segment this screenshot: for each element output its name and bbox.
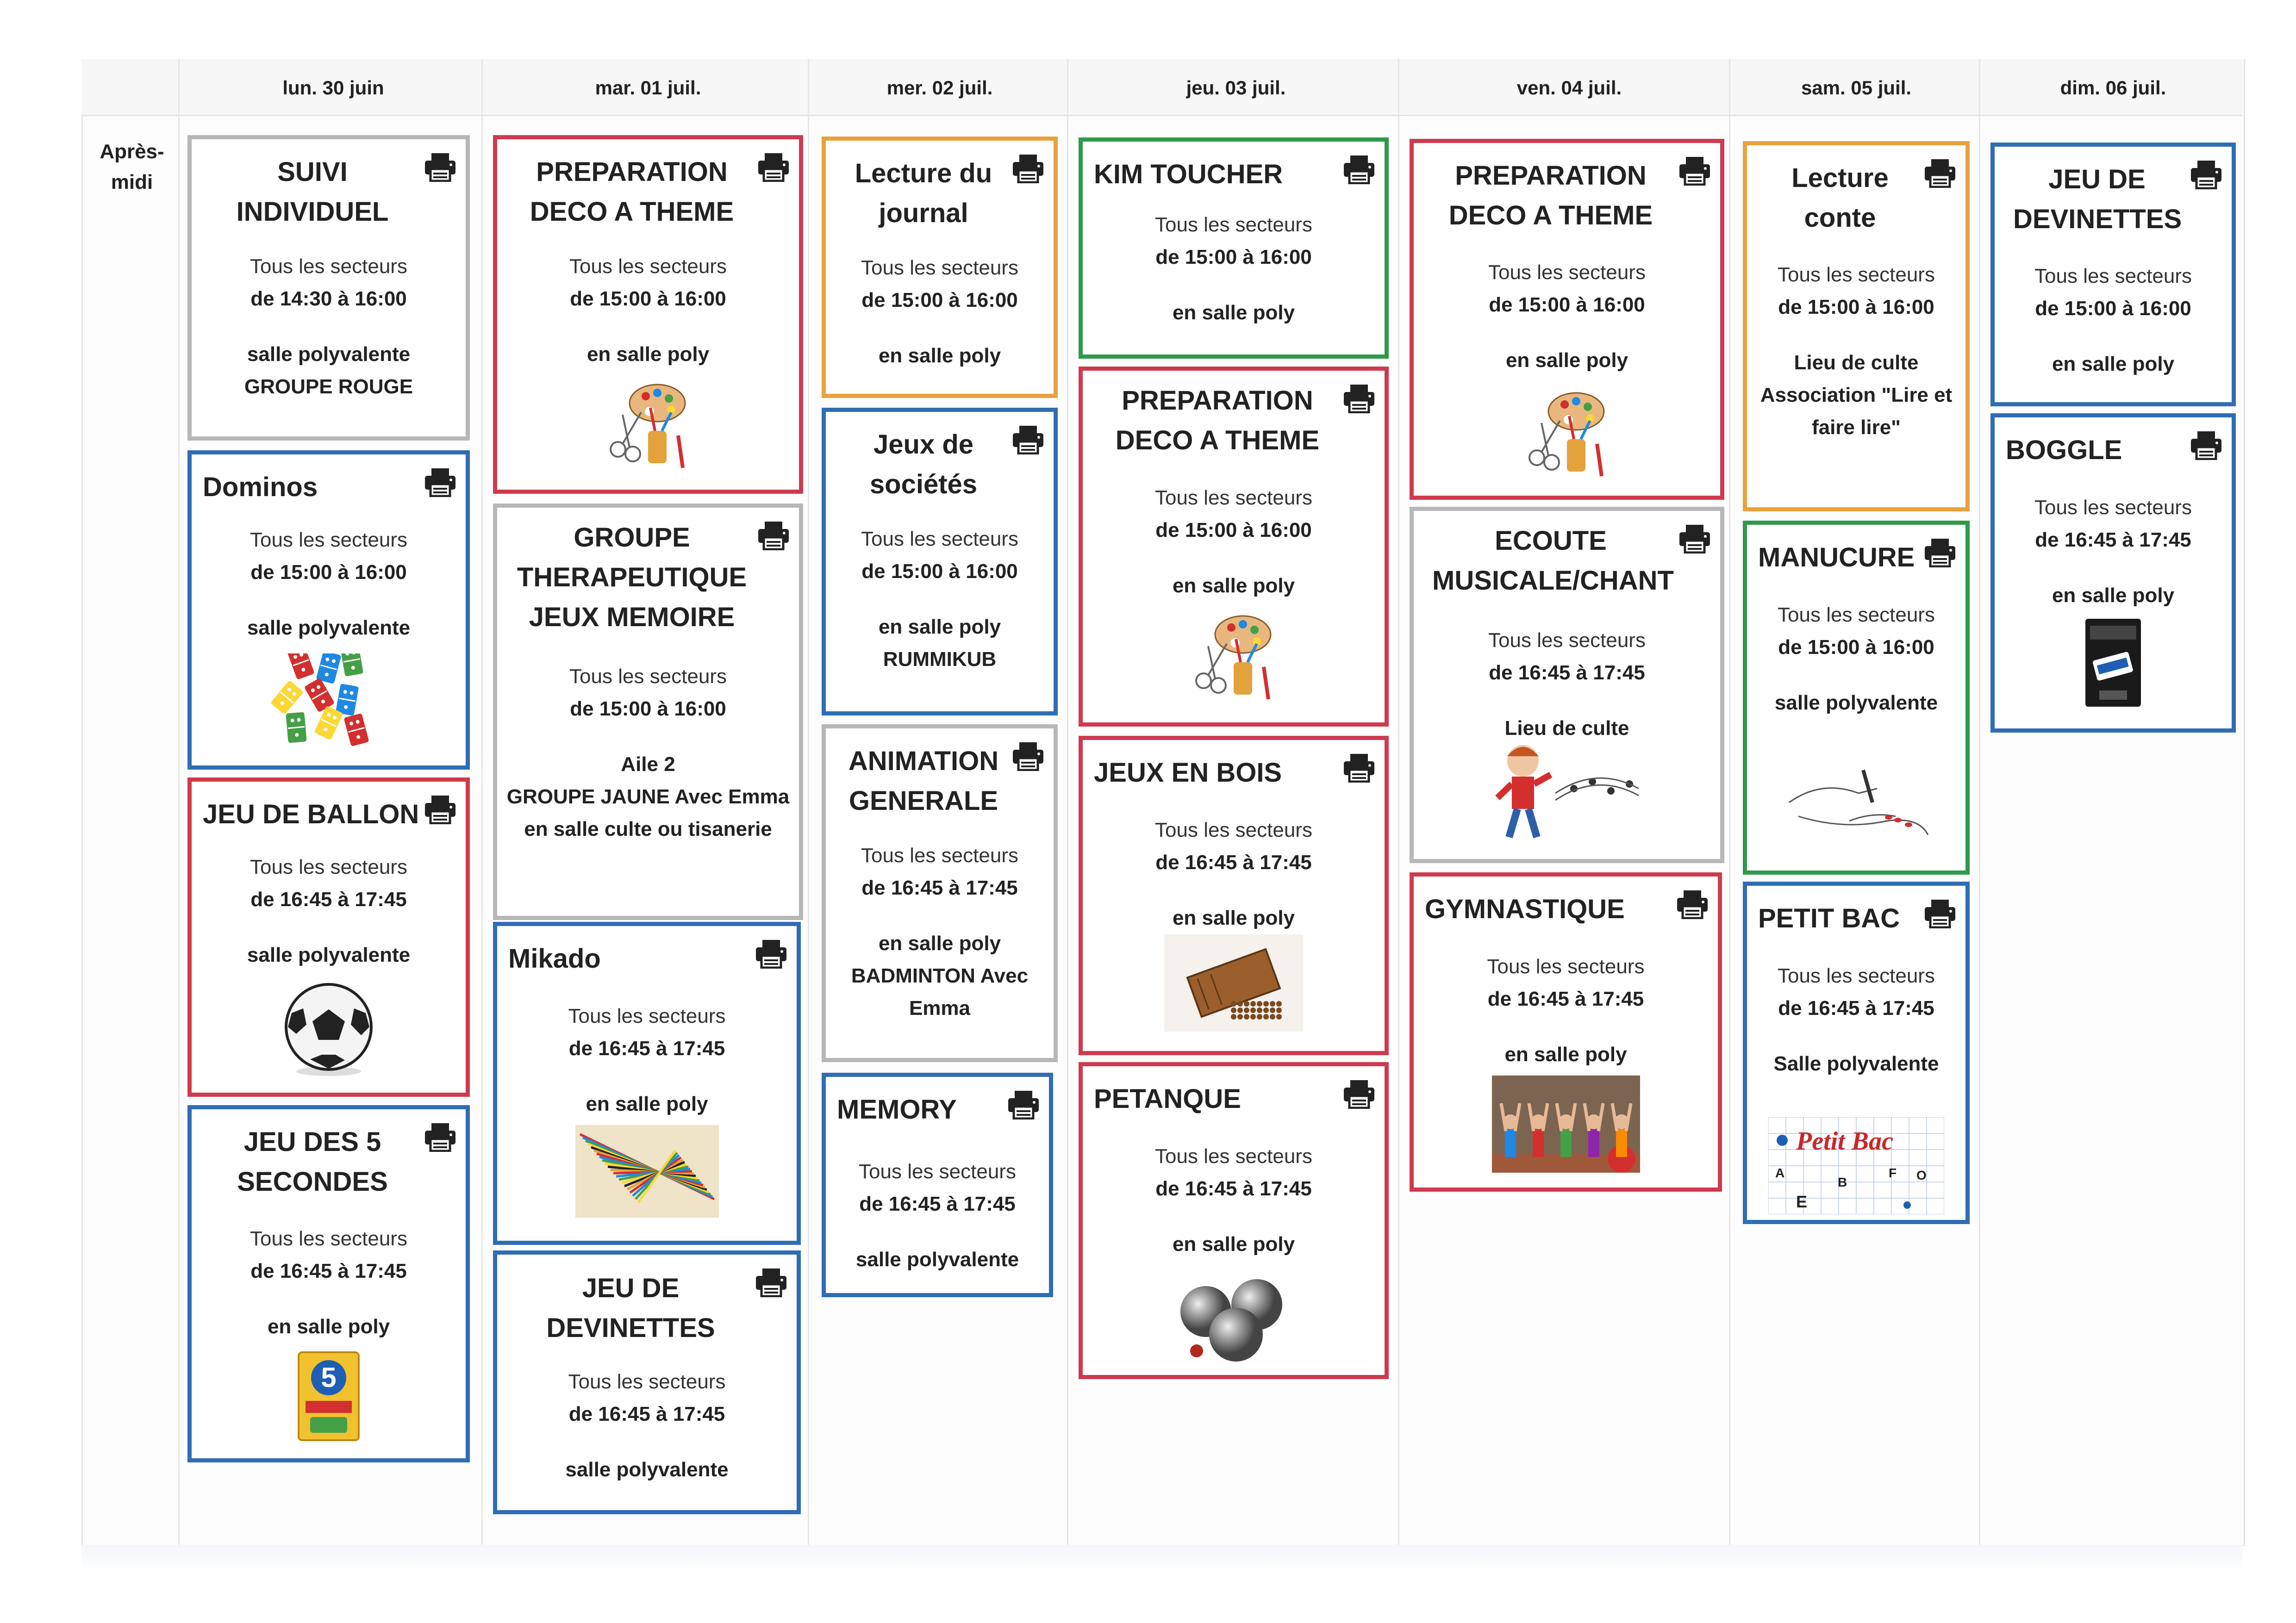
activity-title: Lecture conte [1791, 163, 1889, 233]
activity-title: SUIVI INDIVIDUEL [236, 157, 389, 227]
location-text: BADMINTON Avec Emma [851, 964, 1029, 1020]
gym-class-image [1492, 1076, 1640, 1173]
day-header-sunday: dim. 06 juil. [2060, 77, 2166, 99]
location-text: en salle poly [2052, 584, 2175, 607]
activity-card[interactable] [1410, 139, 1724, 500]
location-text: Aile 2 [621, 753, 675, 776]
time-range: de 16:45 à 17:45 [1778, 997, 1934, 1020]
art-supplies-image [604, 380, 692, 473]
location-text: salle polyvalente [247, 343, 411, 366]
activity-title: PREPARATION DECO A THEME [530, 157, 734, 227]
activity-card[interactable] [1079, 367, 1389, 727]
column-divider [808, 59, 809, 1545]
art-supplies-image [1190, 611, 1278, 704]
printer-icon[interactable] [1007, 1090, 1040, 1119]
sector-text: Tous les secteurs [859, 1160, 1016, 1183]
printer-icon[interactable] [424, 795, 456, 824]
location-text: Salle polyvalente [1773, 1052, 1939, 1075]
time-range: de 16:45 à 17:45 [2035, 529, 2191, 551]
printer-icon[interactable] [1678, 524, 1711, 553]
column-divider [481, 59, 483, 1545]
sector-text: Tous les secteurs [569, 255, 727, 278]
location-text: Association "Lire et faire lire" [1760, 384, 1953, 439]
activity-card[interactable] [822, 1073, 1053, 1297]
location-text: en salle poly [1172, 574, 1295, 597]
sector-text: Tous les secteurs [568, 1005, 726, 1027]
activity-card[interactable] [1743, 141, 1970, 511]
activity-card[interactable] [187, 777, 470, 1097]
activity-title: GYMNASTIQUE [1425, 894, 1625, 924]
sector-text: Tous les secteurs [250, 856, 407, 878]
printer-icon[interactable] [2190, 160, 2222, 189]
wooden-game-image [1164, 934, 1303, 1032]
sector-text: Tous les secteurs [1155, 1145, 1312, 1168]
location-text: en salle poly [267, 1315, 390, 1338]
sector-text: Tous les secteurs [250, 1227, 407, 1250]
activity-title: MEMORY [837, 1094, 957, 1125]
activity-title: JEU DE BALLON [203, 799, 419, 829]
printer-icon[interactable] [1012, 154, 1044, 183]
activity-card[interactable] [187, 135, 470, 441]
activity-title: BOGGLE [2006, 435, 2122, 465]
location-text: en salle poly [1172, 907, 1295, 929]
time-range: de 15:00 à 16:00 [250, 561, 407, 584]
activity-card[interactable] [493, 504, 803, 920]
activity-card[interactable] [1743, 521, 1970, 875]
activity-title: Jeux de sociétés [869, 429, 978, 499]
sector-text: Tous les secteurs [861, 844, 1018, 867]
activity-card[interactable] [1410, 507, 1724, 863]
sector-text: Tous les secteurs [250, 255, 407, 278]
time-range: de 15:00 à 16:00 [1155, 246, 1312, 268]
sector-text: Tous les secteurs [861, 528, 1018, 550]
time-range: de 15:00 à 16:00 [1778, 636, 1934, 659]
activity-title: PREPARATION DECO A THEME [1115, 386, 1320, 455]
printer-icon[interactable] [1343, 155, 1375, 184]
location-text: salle polyvalente [565, 1458, 729, 1481]
printer-icon[interactable] [755, 1268, 787, 1297]
activity-card[interactable] [493, 922, 801, 1245]
sector-text: Tous les secteurs [2034, 496, 2192, 519]
activity-title: PREPARATION DECO A THEME [1448, 161, 1653, 230]
location-text: en salle poly [586, 1093, 708, 1115]
activity-title: MANUCURE [1758, 542, 1915, 572]
printer-icon[interactable] [757, 152, 790, 182]
petanque-balls-image [1169, 1270, 1298, 1367]
printer-icon[interactable] [1343, 753, 1375, 783]
boggle-box-image [2083, 616, 2143, 709]
location-text: en salle poly [1505, 349, 1628, 372]
row-label-afternoon: Après- midi [100, 140, 164, 193]
location-text: en salle poly [878, 344, 1001, 367]
printer-icon[interactable] [1678, 156, 1711, 186]
column-divider [178, 59, 180, 1545]
time-range: de 15:00 à 16:00 [1155, 519, 1312, 541]
svg-text:5: 5 [321, 1362, 337, 1393]
location-text: en salle poly [2052, 353, 2175, 375]
scan-edge [81, 1545, 2242, 1573]
location-text: Lieu de culte [1504, 717, 1629, 740]
printer-icon[interactable] [1343, 384, 1375, 413]
activity-title: JEU DES 5 SECONDES [237, 1127, 388, 1197]
printer-icon[interactable] [757, 521, 790, 550]
printer-icon[interactable] [1012, 741, 1044, 771]
activity-card[interactable] [1990, 413, 2236, 733]
time-range: de 16:45 à 17:45 [250, 1260, 407, 1282]
time-range: de 15:00 à 16:00 [861, 560, 1018, 583]
svg-text:E: E [1796, 1192, 1808, 1211]
activity-title: PETANQUE [1094, 1084, 1241, 1114]
sector-text: Tous les secteurs [1155, 486, 1312, 509]
time-range: de 16:45 à 17:45 [1487, 988, 1644, 1010]
svg-text:O: O [1916, 1168, 1927, 1182]
printer-icon[interactable] [424, 1122, 456, 1152]
activity-card[interactable] [1079, 736, 1389, 1055]
sector-text: Tous les secteurs [568, 1370, 726, 1393]
column-divider [1067, 59, 1068, 1545]
time-range: de 16:45 à 17:45 [250, 888, 407, 911]
time-range: de 16:45 à 17:45 [568, 1037, 725, 1060]
sector-text: Tous les secteurs [1155, 213, 1312, 236]
day-header-saturday: sam. 05 juil. [1801, 77, 1912, 99]
activity-title: Lecture du journal [855, 158, 992, 228]
location-text: en salle poly [1172, 301, 1295, 324]
svg-text:B: B [1838, 1175, 1847, 1189]
petit-bac-image [1768, 1117, 1944, 1214]
sector-text: Tous les secteurs [250, 529, 407, 551]
time-range: de 16:45 à 17:45 [859, 1193, 1016, 1215]
game-box-image [289, 1350, 368, 1443]
sector-text: Tous les secteurs [1778, 263, 1935, 286]
location-text: en salle poly [1172, 1233, 1295, 1256]
time-range: de 15:00 à 16:00 [861, 289, 1018, 311]
sector-text: Tous les secteurs [861, 256, 1018, 279]
activity-card[interactable] [493, 1250, 801, 1514]
printer-icon[interactable] [1924, 158, 1956, 188]
time-range: de 16:45 à 17:45 [861, 877, 1018, 899]
activity-title: Dominos [203, 472, 318, 502]
location-text: salle polyvalente [855, 1248, 1019, 1271]
manicure-image [1780, 761, 1933, 853]
time-range: de 16:45 à 17:45 [1155, 851, 1312, 874]
activity-card[interactable] [1079, 1062, 1389, 1379]
day-header-thursday: jeu. 03 juil. [1186, 77, 1286, 99]
sector-text: Tous les secteurs [569, 665, 727, 688]
activity-card[interactable] [187, 450, 470, 770]
time-range: de 15:00 à 16:00 [570, 697, 726, 720]
location-text: en salle poly [878, 616, 1001, 638]
location-text: GROUPE ROUGE [244, 375, 413, 398]
activity-title: PETIT BAC [1758, 903, 1900, 933]
printer-icon[interactable] [1924, 538, 1956, 567]
printer-icon[interactable] [1343, 1079, 1375, 1109]
time-range: de 15:00 à 16:00 [2035, 297, 2191, 320]
location-text: salle polyvalente [247, 944, 411, 966]
location-text: salle polyvalente [247, 616, 411, 639]
time-range: de 16:45 à 17:45 [1489, 661, 1645, 684]
column-divider [1729, 59, 1730, 1545]
column-divider [1979, 59, 1980, 1545]
svg-text:F: F [1889, 1166, 1897, 1180]
printer-icon[interactable] [1012, 425, 1044, 454]
location-text: en salle poly [878, 932, 1001, 955]
activity-card[interactable] [822, 724, 1058, 1062]
day-header-wednesday: mer. 02 juil. [886, 77, 993, 99]
time-range: de 16:45 à 17:45 [568, 1403, 725, 1425]
activity-card[interactable] [1410, 872, 1722, 1192]
time-range: de 14:30 à 16:00 [250, 287, 407, 310]
sector-text: Tous les secteurs [1488, 629, 1646, 652]
activity-card[interactable] [493, 135, 803, 494]
activity-title: JEU DE DEVINETTES [546, 1273, 715, 1343]
location-text: salle polyvalente [1774, 691, 1938, 714]
column-divider [1398, 59, 1399, 1545]
activity-card[interactable] [1079, 137, 1389, 359]
printer-icon[interactable] [1924, 899, 1956, 928]
printer-icon[interactable] [424, 152, 456, 182]
sector-text: Tous les secteurs [1778, 964, 1935, 987]
activity-card[interactable] [1743, 882, 1970, 1224]
svg-text:Petit Bac: Petit Bac [1796, 1127, 1893, 1156]
sector-text: Tous les secteurs [2034, 265, 2192, 287]
day-header-tuesday: mar. 01 juil. [595, 77, 701, 99]
soccer-ball-image [278, 981, 380, 1078]
activity-title: JEUX EN BOIS [1094, 758, 1282, 788]
activity-title: KIM TOUCHER [1094, 159, 1283, 189]
dominoes-image [268, 653, 389, 760]
sector-text: Tous les secteurs [1487, 955, 1645, 978]
art-supplies-image [1523, 388, 1611, 481]
activity-title: ANIMATION GENERALE [848, 746, 999, 816]
location-text: en salle poly [1504, 1043, 1627, 1066]
day-header-monday: lun. 30 juin [282, 77, 384, 99]
location-text: en salle poly [586, 343, 710, 366]
day-header-friday: ven. 04 juil. [1516, 77, 1622, 99]
activity-card[interactable] [1990, 143, 2236, 406]
activity-card[interactable] [822, 137, 1058, 398]
activity-title: JEU DE DEVINETTES [2013, 164, 2182, 234]
time-range: de 15:00 à 16:00 [1778, 296, 1934, 318]
location-text: Lieu de culte [1794, 351, 1919, 374]
printer-icon[interactable] [1676, 889, 1709, 919]
sector-text: Tous les secteurs [1778, 603, 1935, 626]
activity-title: ECOUTE MUSICALE/CHANT [1432, 526, 1674, 596]
activity-title: Mikado [508, 944, 601, 974]
location-text: RUMMIKUB [883, 648, 997, 671]
time-range: de 16:45 à 17:45 [1155, 1177, 1312, 1200]
activity-card[interactable] [187, 1105, 470, 1462]
time-range: de 15:00 à 16:00 [570, 287, 726, 310]
sector-text: Tous les secteurs [1488, 261, 1646, 284]
singing-boy-image [1491, 738, 1643, 844]
location-text: GROUPE JAUNE Avec Emma en salle culte ou tisanerie [506, 785, 790, 840]
time-range: de 15:00 à 16:00 [1489, 293, 1645, 316]
svg-text:A: A [1775, 1166, 1785, 1180]
printer-icon[interactable] [2190, 430, 2222, 460]
activity-card[interactable] [822, 408, 1058, 715]
activity-title: GROUPE THERAPEUTIQUE JEUX MEMOIRE [517, 522, 747, 632]
sector-text: Tous les secteurs [1155, 819, 1312, 841]
printer-icon[interactable] [424, 467, 456, 497]
mikado-sticks-image [575, 1125, 719, 1218]
printer-icon[interactable] [755, 939, 787, 969]
